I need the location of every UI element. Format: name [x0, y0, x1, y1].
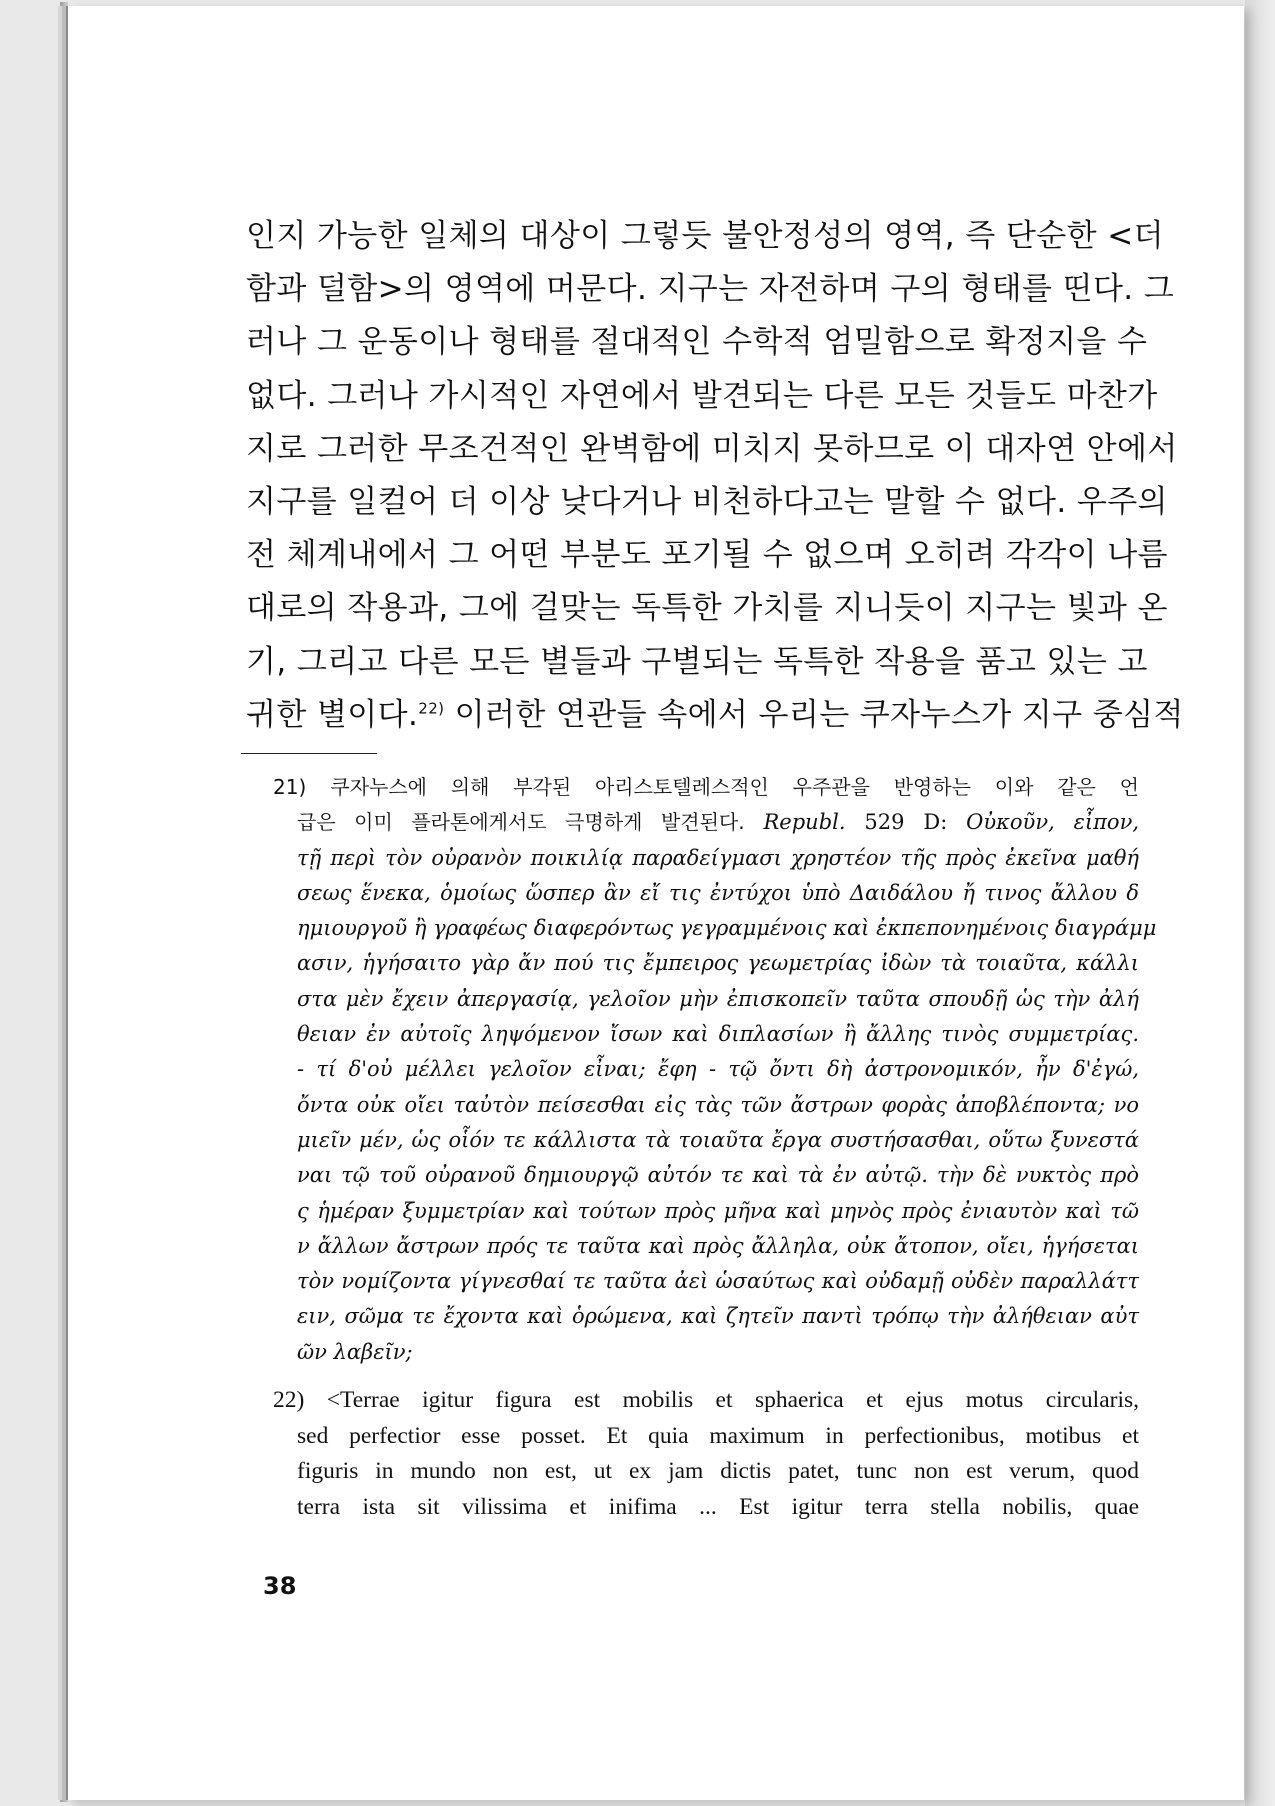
greek-line: ὄντα οὐκ οἴει ταὐτὸν πείσεσθαι εἰς τὰς τῶν ἄστρων φορὰς ἀποβλέποντα; νο — [297, 1092, 1139, 1117]
citation-location: 529 D: — [864, 810, 948, 835]
body-line: 대로의 작용과, 그에 걸맞는 독특한 가치를 지니듯이 지구는 빛과 온 — [246, 590, 1168, 627]
body-text-fragment: 귀한 별이다. — [246, 696, 419, 733]
footnote-label: 22) — [273, 1387, 305, 1413]
greek-line: σεως ἕνεκα, ὁμοίως ὥσπερ ἂν εἴ τις ἐντύχοι ὑπὸ Δαιδάλου ἤ τινος ἄλλου δ — [297, 880, 1139, 905]
greek-line: ημιουργοῦ ἢ γραφέως διαφερόντως γεγραμμένοις καὶ ἐκπεπονημένοις διαγράμμ — [297, 916, 1157, 941]
footnote-text: 쿠자누스에 의해 부각된 아리스토텔레스적인 우주관을 반영하는 이와 같은 언 — [330, 775, 1139, 799]
body-line: 없다. 그러나 가시적인 자연에서 발견되는 다른 모든 것들도 마찬가 — [246, 377, 1158, 414]
body-line: 지구를 일컬어 더 이상 낮다거나 비천하다고는 말할 수 없다. 우주의 — [246, 484, 1168, 521]
body-line: 지로 그러한 무조건적인 완벽함에 미치지 못하므로 이 대자연 안에서 — [246, 430, 1178, 467]
latin-line: sed perfectior esse posset. Et quia maximum in perfectionibus, motibus et — [297, 1422, 1139, 1449]
body-line: 러나 그 운동이나 형태를 절대적인 수학적 엄밀함으로 확정지을 수 — [246, 324, 1148, 361]
latin-line: figuris in mundo non est, ut ex jam dictis patet, tunc non est verum, quod — [297, 1458, 1139, 1484]
greek-line: στα μὲν ἔχειν ἀπεργασίᾳ, γελοῖον μὴν ἐπισκοπεῖν ταῦτα σπουδῇ ὡς τὴν ἀλή — [297, 986, 1139, 1011]
greek-line: ασιν, ἡγήσαιτο γὰρ ἄν πού τις ἔμπειρος γεωμετρίας ἰδὼν τὰ τοιαῦτα, κάλλι — [297, 951, 1139, 976]
footnote-line — [273, 770, 1139, 805]
greek-line: ῶν λαβεῖν; — [297, 1339, 413, 1364]
footnote-line — [273, 1383, 1139, 1419]
page-number: 38 — [263, 1572, 297, 1600]
greek-line: τῇ περὶ τὸν οὐρανὸν ποικιλίᾳ παραδείγμασι χρηστέον τῆς πρὸς ἐκεῖνα μαθή — [297, 845, 1139, 870]
citation — [764, 810, 948, 834]
main-paragraph — [246, 210, 1184, 742]
body-line: 인지 가능한 일체의 대상이 그렇듯 불안정성의 영역, 즉 단순한 <더 — [246, 218, 1164, 254]
footnote-separator — [241, 753, 377, 754]
footnote-text: 급은 이미 플라톤에게서도 극명하게 발견된다. — [297, 810, 745, 835]
citation-title: Republ. — [763, 810, 846, 835]
footnote-text: <Terrae igitur figura est mobilis et sphaerica et ejus motus circularis, — [326, 1387, 1139, 1413]
body-line: 전 체계내에서 그 어떤 부분도 포기될 수 없으며 오히려 각각이 나름 — [246, 537, 1168, 574]
body-line: 함과 덜함>의 영역에 머문다. 지구는 자전하며 구의 형태를 띤다. 그 — [246, 271, 1175, 308]
greek-line: - τί δ'οὐ μέλλει γελοῖον εἶναι; ἔφη - τῷ ὄντι δὴ ἀστρονομικόν, ἦν δ'ἐγώ, — [297, 1057, 1139, 1082]
body-line-last — [246, 689, 1184, 742]
greek-line: μιεῖν μέν, ὡς οἷόν τε κάλλιστα τὰ τοιαῦτα ἔργα συστήσασθαι, οὕτω ξυνεστά — [297, 1127, 1139, 1152]
latin-line: terra ista sit vilissima et inifima ... Est igitur terra stella nobilis, quae — [297, 1493, 1139, 1520]
greek-line: θειαν ἐν αὐτοῖς ληψόμενον ἴσων καὶ διπλασίων ἢ ἄλλης τινὸς συμμετρίας. — [297, 1022, 1139, 1047]
greek-line: ς ἡμέραν ξυμμετρίαν καὶ τούτων πρὸς μῆνα καὶ μηνὸς πρὸς ἐνιαυτὸν καὶ τῶ — [297, 1198, 1139, 1223]
footnote-21 — [273, 770, 1157, 1370]
greek-line: ναι τῷ τοῦ οὐρανοῦ δημιουργῷ αὐτόν τε καὶ τὰ ἐν αὐτῷ. τὴν δὲ νυκτὸς πρὸ — [297, 1163, 1139, 1188]
footnote-marker-22[interactable]: 22) — [418, 699, 445, 718]
footnote-label: 21) — [273, 775, 307, 799]
greek-line: τὸν νομίζοντα γίγνεσθαί τε ταῦτα ἀεὶ ὡσαύτως καὶ οὐδαμῇ οὐδὲν παραλλάττ — [297, 1269, 1139, 1294]
footnote-22 — [273, 1383, 1139, 1525]
greek-line: ν ἄλλων ἄστρων πρός τε ταῦτα καὶ πρὸς ἄλληλα, οὐκ ἄτοπον, οἴει, ἡγήσεται — [297, 1233, 1139, 1258]
backdrop — [1245, 0, 1275, 1806]
body-line: 기, 그리고 다른 모든 별들과 구별되는 독특한 작용을 품고 있는 고 — [246, 643, 1148, 680]
body-text-fragment: 이러한 연관들 속에서 우리는 쿠자누스가 지구 중심적 — [444, 696, 1184, 733]
footnote-line — [273, 805, 1139, 840]
greek-text: Οὐκοῦν, εἶπον, — [966, 810, 1140, 835]
greek-line: ειν, σῶμα τε ἔχοντα καὶ ὁρώμενα, καὶ ζητεῖν παντὶ τρόπῳ τὴν ἀλήθειαν αὐτ — [297, 1304, 1139, 1329]
